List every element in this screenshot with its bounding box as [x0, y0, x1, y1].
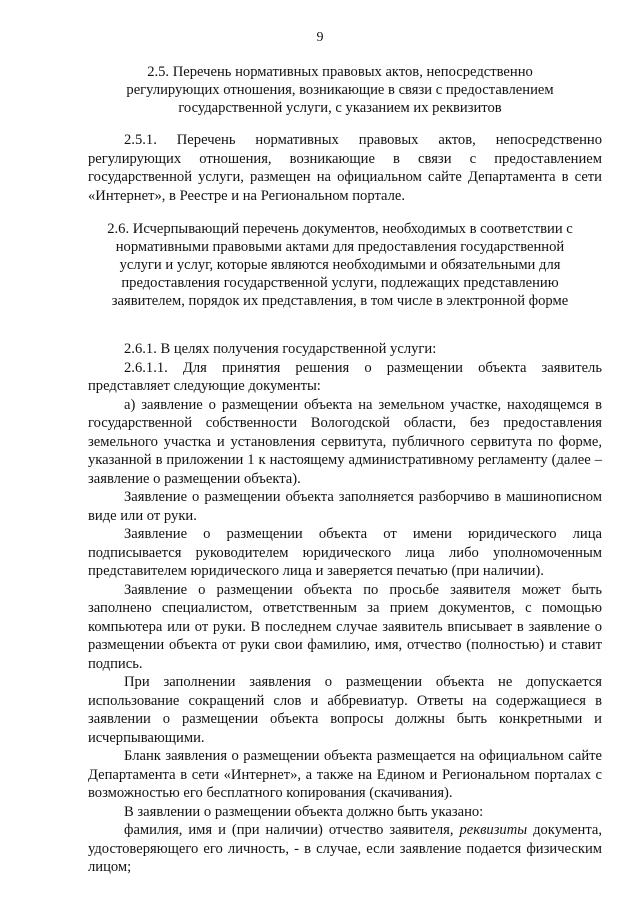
- paragraph-2-5-1: [88, 131, 602, 205]
- paragraph-must-specify: В заявлении о размещении объекта должно быть указано:: [124, 803, 484, 820]
- paragraph-fill-rule: Заявление о размещении объекта заполняется разборчиво в машинописном виде или от руки.: [88, 489, 602, 524]
- fio-text-start: фамилия, имя и (при наличии) отчество заявителя,: [124, 822, 460, 838]
- fio-text-italic: реквизиты: [459, 822, 528, 838]
- fio-text-end: документа, удостоверяющего его личность, - в случае, если заявление подается физическим лицом;: [88, 822, 602, 875]
- paragraph-abbreviations: При заполнении заявления о размещении объекта не допускается использование сокращений слов и аббревиатур. Ответы на содержащиеся в заявлении о размещении объекта вопросы должны быть конкретными и исчерпывающими.: [88, 674, 602, 746]
- paragraph-item-a: а) заявление о размещении объекта на земельном участке, находящемся в государственной собственности Вологодской области, без предоставления земельного участка и установления сервитута, публичного сервитута по форме, указанной в приложении 1 к настоящему административному регламенту (далее – заявление о размещении объекта).: [88, 396, 602, 487]
- paragraph-blank-form: Бланк заявления о размещении объекта размещается на официальном сайте Департамента в сети «Интернет», а также на Едином и Региональном порталах с возможностью его бесплатного копирования (скачивания).: [88, 748, 602, 801]
- paragraph-fio: [88, 821, 602, 877]
- paragraph-2-6-1: 2.6.1. В целях получения государственной услуги:: [124, 341, 437, 357]
- paragraph-legal-entity: Заявление о размещении объекта от имени юридического лица подписывается руководителем юридического лица либо уполномоченным представителем юридического лица и заверяется печатью (при наличии).: [88, 526, 602, 579]
- section-2-6-body: [88, 340, 602, 877]
- section-2-5-title: 2.5. Перечень нормативных правовых актов, непосредственно регулирующих отношения, возникающие в связи с предоставлением государственной услуги, с указанием их реквизитов: [126, 64, 554, 116]
- section-2-6-title: 2.6. Исчерпывающий перечень документов, необходимых в соответствии с нормативными правовыми актами для предоставления государственной услуги и услуг, которые являются необходимыми и обязательными для предоставления государственной услуги, подлежащих представлению заявителем, порядок их представления, в том числе в электронной форме: [107, 221, 573, 309]
- paragraph-2-6-1-1: 2.6.1.1. Для принятия решения о размещении объекта заявитель представляет следующие документы:: [88, 359, 602, 394]
- paragraph-text: 2.5.1. Перечень нормативных правовых актов, непосредственно регулирующих отношения, возникающие в связи с предоставлением государственной услуги, размещен на официальном сайте Департамента в сети «Интернет», в Реестре и на Региональном портале.: [88, 132, 602, 204]
- paragraph-specialist-fill: Заявление о размещении объекта по просьбе заявителя может быть заполнено специалистом, ответственным за прием документов, с помощью компьютера или от руки. В последнем случае заявитель вписывает в заявление о размещении объекта от руки свои фамилию, имя, отчество (полностью) и ставит подпись.: [88, 581, 602, 672]
- page-number: 9: [316, 30, 324, 45]
